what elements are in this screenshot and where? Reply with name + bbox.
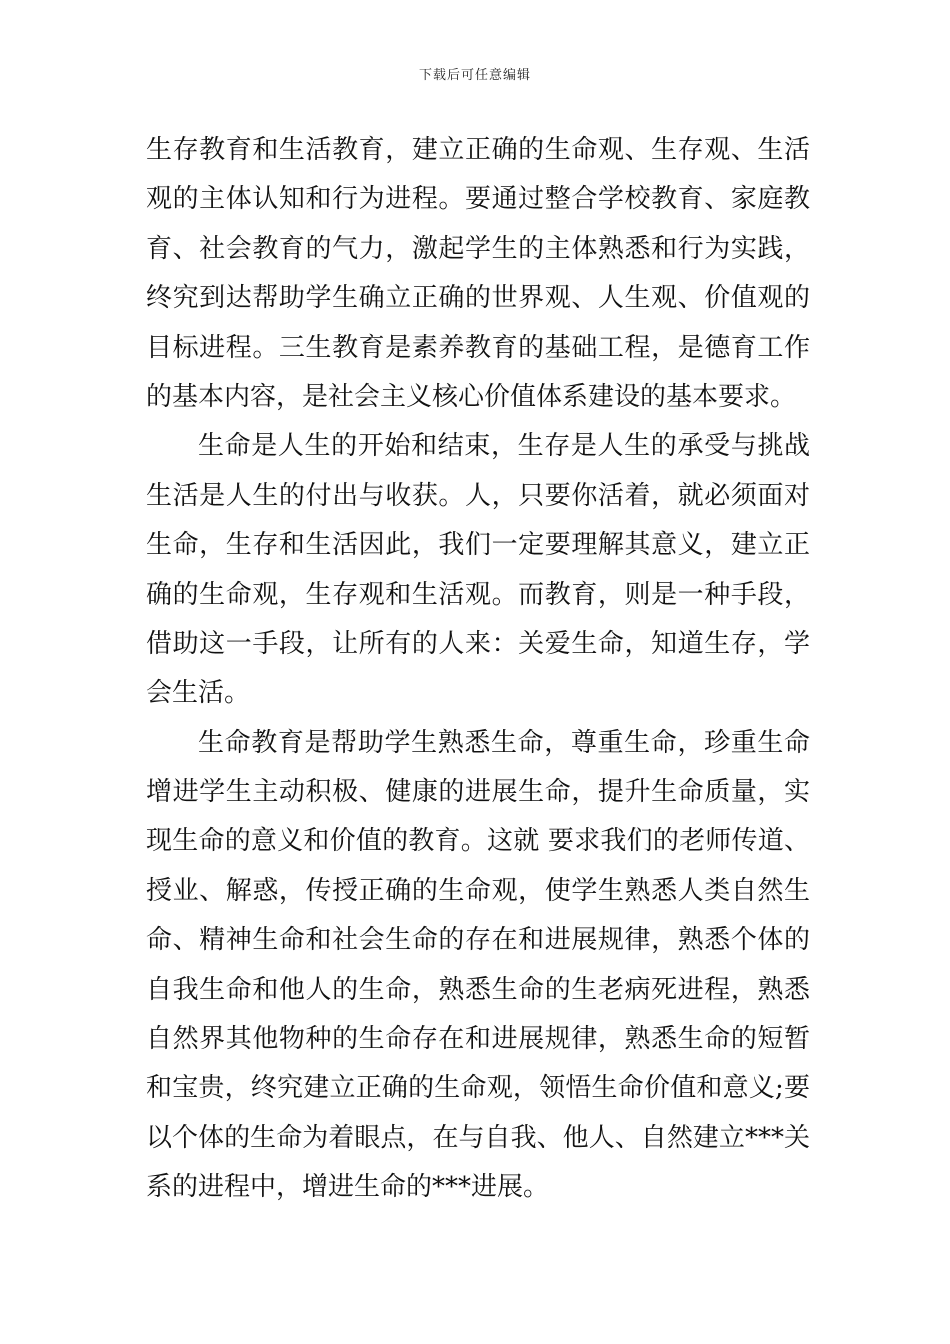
paragraph-3-line-6: 自我生命和他人的生命，熟悉生命的生老病死进程，熟悉 (146, 974, 810, 1005)
paragraph-2-line-4: 确的生命观，生存观和生活观。而教育，则是一种手段， (146, 579, 810, 610)
paragraph-3-line-1: 生命教育是帮助学生熟悉生命，尊重生命，珍重生命 (198, 727, 810, 758)
page-header: 下载后可任意编辑 (418, 68, 531, 83)
paragraph-3-line-10: 系的进程中，增进生命的***进展。 (146, 1172, 550, 1203)
paragraph-1-line-5: 目标进程。三生教育是素养教育的基础工程，是德育工作 (146, 332, 810, 363)
paragraph-3-line-5: 命、精神生命和社会生命的存在和进展规律，熟悉个体的 (146, 925, 810, 956)
paragraph-3-line-2: 增进学生主动积极、健康的进展生命，提升生命质量，实 (146, 777, 810, 808)
paragraph-1-line-2: 观的主体认知和行为进程。要通过整合学校教育、家庭教 (146, 184, 810, 215)
paragraph-2-line-3: 生命，生存和生活因此，我们一定要理解其意义，建立正 (146, 530, 810, 561)
paragraph-1-line-3: 育、社会教育的气力，激起学生的主体熟悉和行为实践， (146, 233, 810, 264)
paragraph-3-line-7: 自然界其他物种的生命存在和进展规律，熟悉生命的短暂 (146, 1024, 810, 1055)
paragraph-2-line-1: 生命是人生的开始和结束，生存是人生的承受与挑战 (198, 431, 810, 462)
paragraph-3-line-8: 和宝贵，终究建立正确的生命观，领悟生命价值和意义;要 (146, 1073, 810, 1104)
paragraph-1-line-1: 生存教育和生活教育，建立正确的生命观、生存观、生活 (146, 135, 810, 165)
paragraph-3-line-3: 现生命的意义和价值的教育。这就 要求我们的老师传道、 (146, 826, 810, 857)
paragraph-1-line-6: 的基本内容，是社会主义核心价值体系建设的基本要求。 (146, 381, 797, 412)
paragraph-2-line-2: 生活是人生的付出与收获。人，只要你活着，就必须面对 (146, 480, 810, 511)
paragraph-1-line-4: 终究到达帮助学生确立正确的世界观、人生观、价值观的 (146, 283, 810, 314)
paragraph-3-line-4: 授业、解惑，传授正确的生命观，使学生熟悉人类自然生 (146, 875, 810, 906)
paragraph-2-line-5: 借助这一手段，让所有的人来：关爱生命，知道生存，学 (146, 628, 810, 659)
paragraph-3-line-9: 以个体的生命为着眼点，在与自我、他人、自然建立***关 (146, 1122, 810, 1153)
document-body (146, 126, 810, 1213)
paragraph-2-line-6: 会生活。 (146, 678, 251, 709)
